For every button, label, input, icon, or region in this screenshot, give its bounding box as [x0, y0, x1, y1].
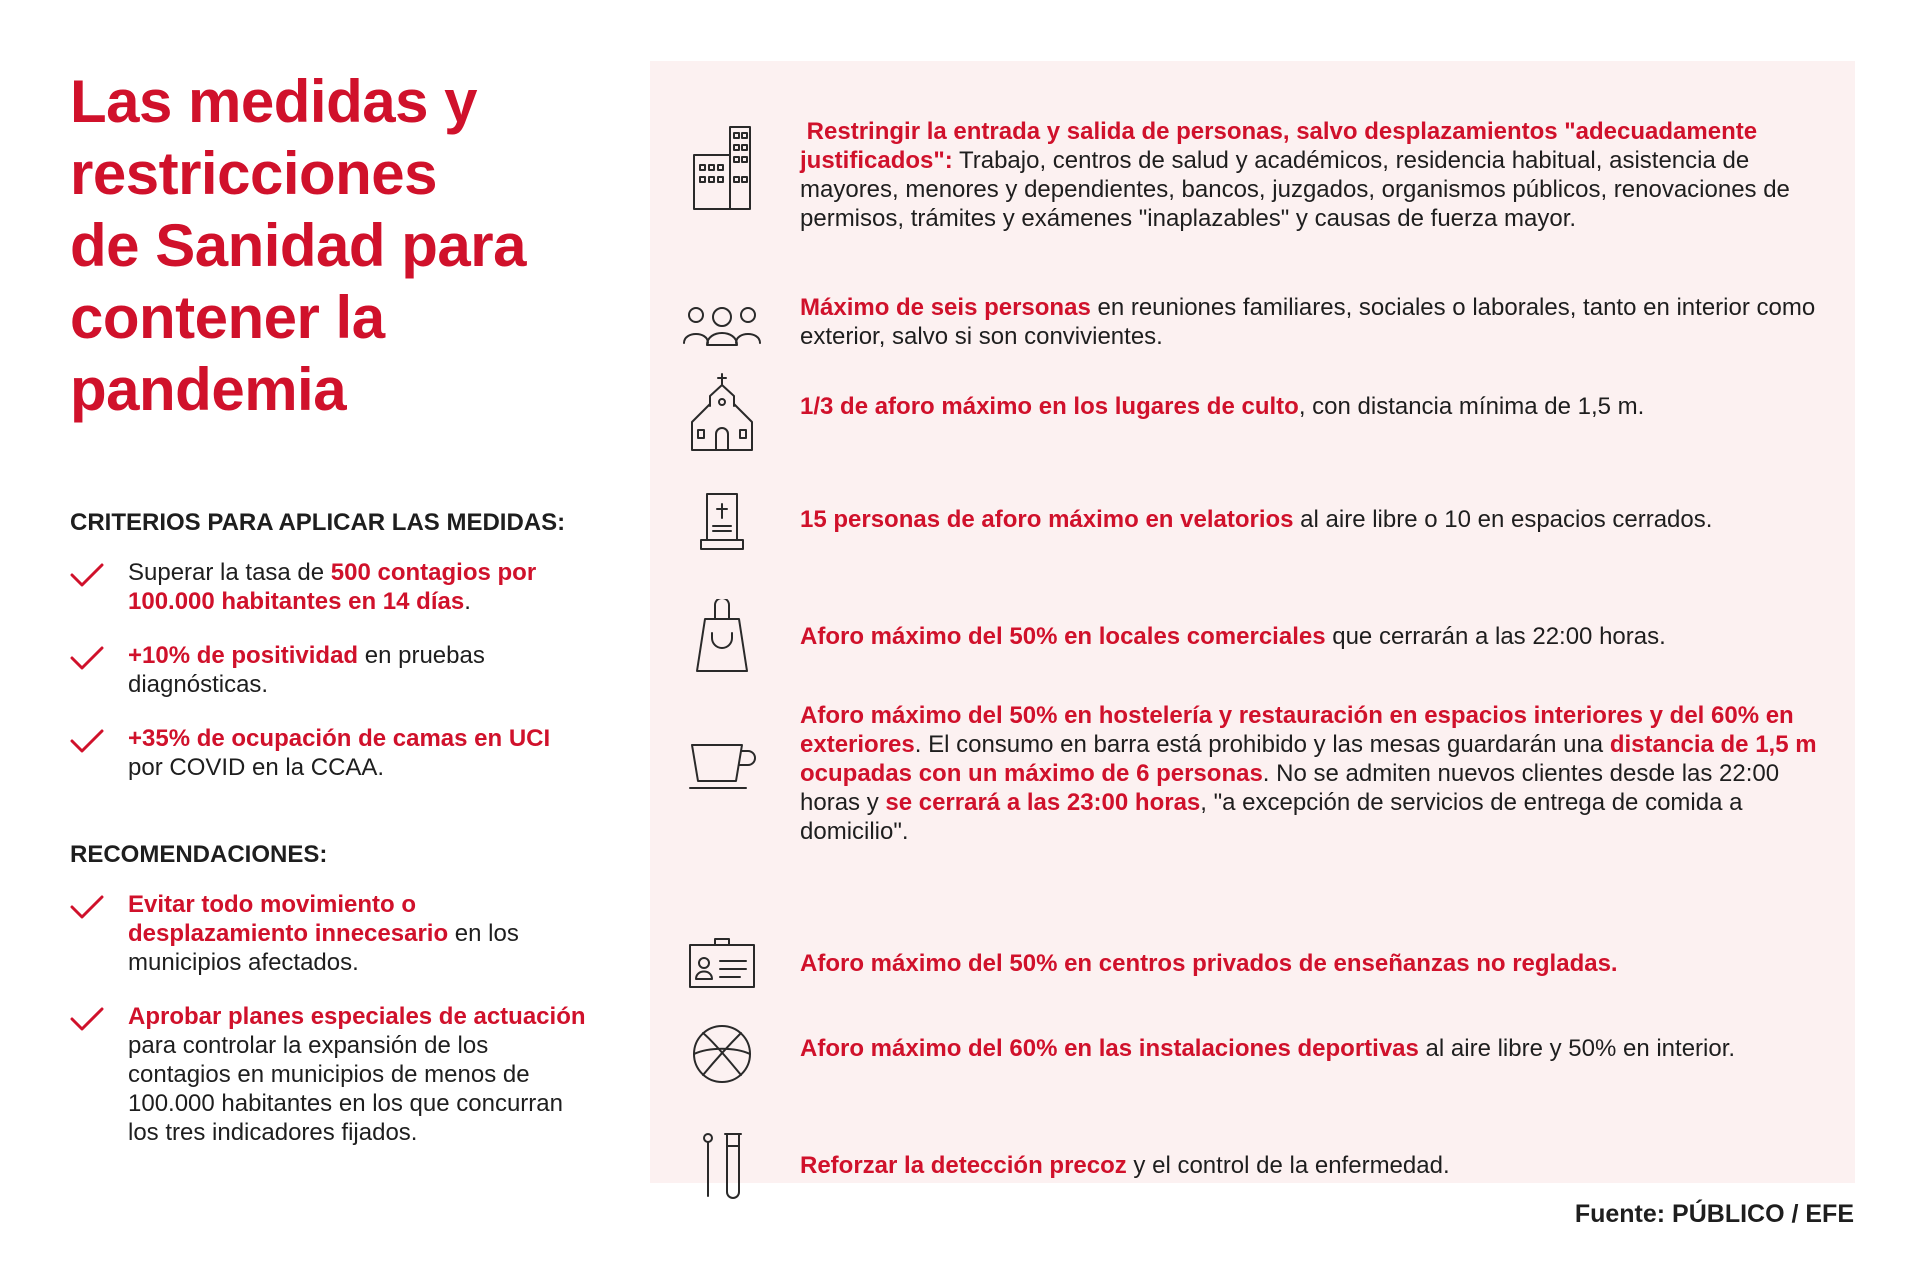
- measure-detail: al aire libre y 50% en interior.: [1418, 1035, 1736, 1062]
- title-line: de Sanidad para: [70, 212, 526, 279]
- recommendation-item: [70, 1002, 590, 1147]
- measure-detail: , "a excepción de servicios de entrega de comida a domicilio".: [800, 789, 1743, 845]
- coffee-cup-icon: [688, 741, 756, 791]
- test-tube-icon: [699, 1132, 745, 1200]
- measure-highlight: distancia de 1,5 m ocupadas con un máximo de 6 personas: [800, 731, 1817, 787]
- recommendation-text: para controlar la expansión de los contagios en municipios de menos de 100.000 habitantes en los que concurran los tres indicadores fijados.: [128, 1032, 563, 1146]
- id-card-icon: [688, 937, 756, 989]
- check-icon: [70, 562, 104, 588]
- measure-detail: . El consumo en barra está prohibido y las mesas guardarán una: [914, 731, 1610, 758]
- measure-highlight: 1/3 de aforo máximo en los lugares de culto: [800, 393, 1299, 420]
- criteria-item: [70, 724, 590, 782]
- measure-text: [800, 622, 1820, 651]
- basketball-icon: [691, 1023, 753, 1085]
- measure-text: [800, 1034, 1820, 1063]
- check-icon: [70, 1006, 104, 1032]
- building-icon: [692, 125, 752, 211]
- criteria-item: [70, 641, 590, 699]
- measure-detail: en reuniones familiares, sociales o laborales, tanto en interior como exterior, salvo si son convivientes.: [800, 294, 1816, 350]
- recommendation-item: [70, 890, 590, 977]
- left-column: [70, 66, 590, 1172]
- criteria-list: [70, 558, 590, 782]
- measure-text: [800, 949, 1820, 978]
- gravestone-icon: [697, 492, 747, 552]
- source-credit: Fuente: PÚBLICO / EFE: [1574, 1200, 1854, 1228]
- measure-highlight: Restringir la entrada y salida de personas, salvo desplazamientos "adecuadamente justificados":: [800, 118, 1758, 174]
- measure-detail: . No se admiten nuevos clientes desde las 22:00 horas y: [800, 760, 1780, 816]
- measure-text: [800, 392, 1820, 421]
- check-icon: [70, 728, 104, 754]
- measure-detail: al aire libre o 10 en espacios cerrados.: [1293, 506, 1713, 533]
- group-icon: [682, 303, 762, 347]
- recommendation-highlight: Evitar todo movimiento o desplazamiento innecesario: [128, 891, 449, 947]
- measure-detail: y el control de la enfermedad.: [1126, 1152, 1450, 1179]
- measure-detail: , con distancia mínima de 1,5 m.: [1298, 393, 1645, 420]
- title-line: Las medidas y: [70, 68, 478, 135]
- measure-highlight: se cerrará a las 23:00 horas: [885, 789, 1201, 816]
- measure-highlight: Aforo máximo del 50% en centros privados de enseñanzas no regladas.: [800, 950, 1618, 977]
- measure-text: [800, 505, 1820, 534]
- measure-highlight: Aforo máximo del 50% en hostelería y restauración en espacios interiores y del 60% en exteriores: [800, 702, 1794, 758]
- recommendation-highlight: Aprobar planes especiales de actuación: [128, 1003, 586, 1030]
- measure-highlight: Aforo máximo del 60% en las instalaciones deportivas: [800, 1035, 1419, 1062]
- check-icon: [70, 645, 104, 671]
- criteria-highlight: 500 contagios por 100.000 habitantes en 14 días: [128, 559, 537, 615]
- recommendations-heading: RECOMENDACIONES:: [70, 841, 328, 868]
- church-icon: [688, 372, 756, 452]
- criteria-item: [70, 558, 590, 616]
- measure-text: [800, 701, 1820, 846]
- measure-highlight: Reforzar la detección precoz: [800, 1152, 1127, 1179]
- criteria-highlight: +10% de positividad: [128, 642, 359, 669]
- measure-text: [800, 1151, 1820, 1180]
- criteria-highlight: +35% de ocupación de camas en UCI: [128, 725, 551, 752]
- title-line: restricciones: [70, 140, 438, 207]
- criteria-heading: CRITERIOS PARA APLICAR LAS MEDIDAS:: [70, 509, 566, 536]
- measures-panel: [650, 61, 1855, 1183]
- measure-detail: que cerrarán a las 22:00 horas.: [1325, 623, 1666, 650]
- title-line: contener la: [70, 284, 385, 351]
- page-title: [70, 66, 590, 426]
- criteria-text: en pruebas diagnósticas.: [128, 642, 485, 698]
- check-icon: [70, 894, 104, 920]
- measure-highlight: Máximo de seis personas: [800, 294, 1091, 321]
- criteria-text: Superar la tasa de: [128, 559, 331, 586]
- title-line: pandemia: [70, 356, 347, 423]
- shopping-bag-icon: [695, 599, 749, 673]
- measure-text: [800, 293, 1820, 351]
- measure-text: [800, 117, 1820, 233]
- measure-detail: Trabajo, centros de salud y académicos, residencia habitual, asistencia de mayores, menores y dependientes, bancos, juzgados, organismos públicos, renovaciones de permisos, trámites y exámenes "inaplazables" y causas de fuerza mayor.: [800, 147, 1790, 232]
- criteria-text: por COVID en la CCAA.: [128, 754, 385, 781]
- criteria-text: .: [464, 588, 471, 615]
- measure-highlight: 15 personas de aforo máximo en velatorios: [800, 506, 1294, 533]
- recommendations-list: [70, 890, 590, 1147]
- recommendation-text: en los municipios afectados.: [128, 920, 519, 976]
- measure-highlight: Aforo máximo del 50% en locales comerciales: [800, 623, 1326, 650]
